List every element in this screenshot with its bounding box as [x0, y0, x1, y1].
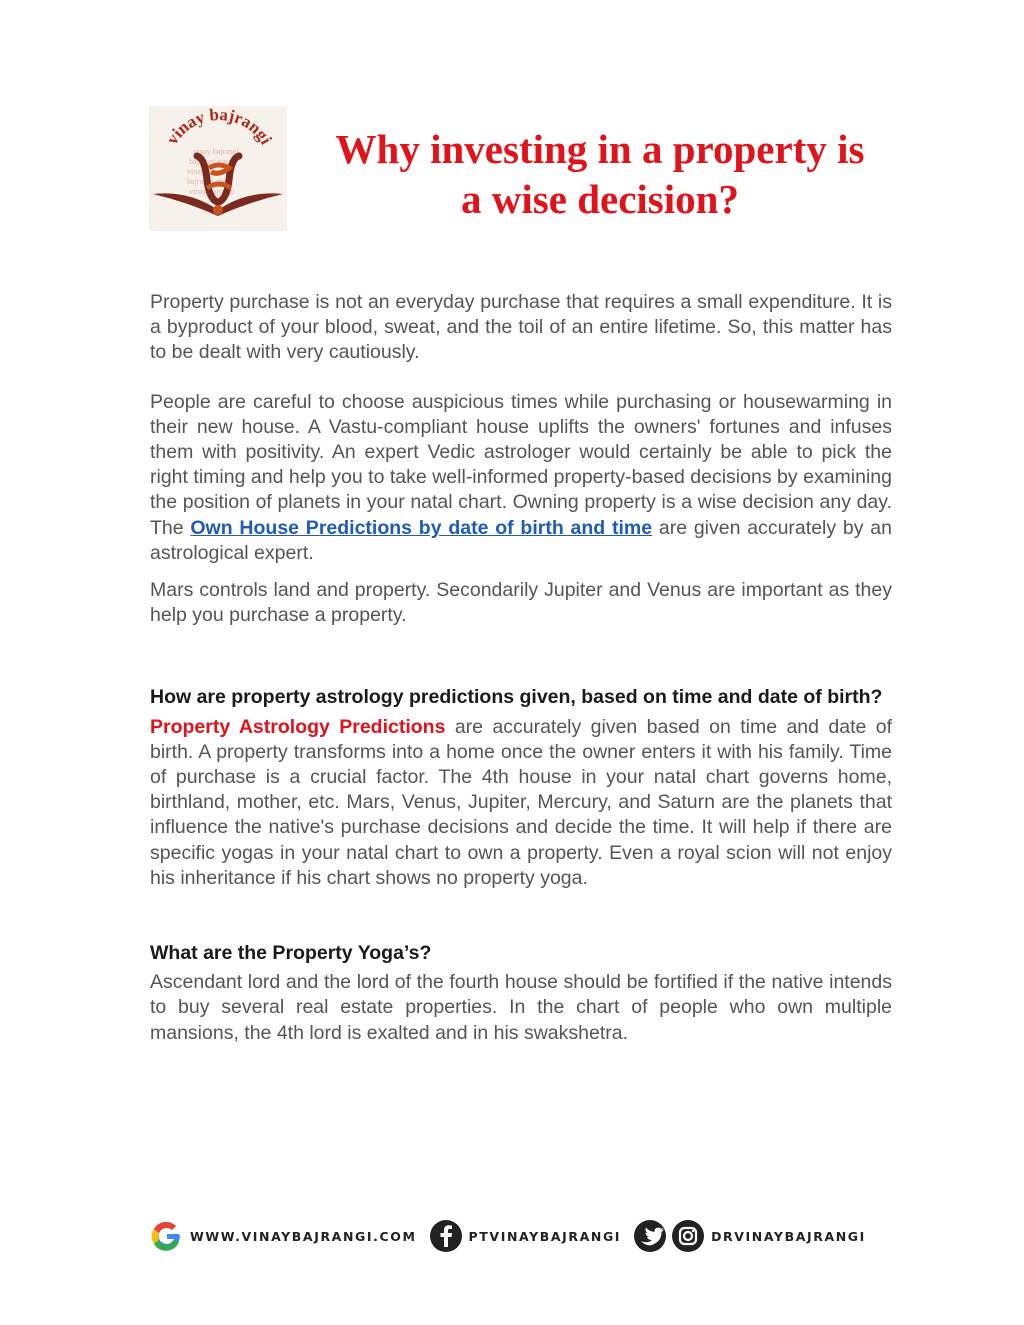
title-line-1: Why investing in a property is [335, 126, 865, 172]
google-icon [150, 1219, 184, 1253]
logo-graphic [149, 106, 287, 231]
paragraph-planets: Mars controls land and property. Secondarily Jupiter and Venus are important as they help you purchase a property. [150, 579, 892, 627]
footer-social[interactable] [633, 1219, 866, 1253]
svg-text:vinay bajrangi: vinay bajrangi [187, 167, 233, 176]
paragraph-predictions [150, 715, 892, 891]
svg-text:bajrangi vinay: bajrangi vinay [189, 157, 235, 166]
brand-logo [149, 106, 287, 231]
paragraph-timing-tail: are given accurately by an astrological expert. [150, 516, 892, 564]
instagram-icon [671, 1219, 705, 1253]
paragraph-timing [150, 390, 892, 566]
logo-arc-text: vinay bajrangi [162, 106, 276, 148]
twitter-icon [633, 1219, 667, 1253]
svg-text:bajrangi vinay: bajrangi vinay [187, 177, 233, 186]
footer-website[interactable] [150, 1219, 417, 1253]
article-body [150, 290, 892, 1046]
section-heading-yogas: What are the Property Yoga’s? [150, 942, 432, 965]
footer-contact-bar [150, 1219, 870, 1253]
own-house-predictions-link[interactable]: Own House Predictions by date of birth and time [190, 516, 653, 539]
facebook-icon [429, 1219, 463, 1253]
page-title [300, 124, 900, 224]
property-astrology-predictions-link[interactable]: Property Astrology Predictions [150, 715, 446, 738]
paragraph-yogas: Ascendant lord and the lord of the fourth house should be fortified if the native intends to buy several real estate properties. In the chart of people who own multiple mansions, the 4th lord is exalted and in his swakshetra. [150, 971, 892, 1044]
svg-text:vinay bajrangi: vinay bajrangi [189, 187, 235, 196]
paragraph-predictions-text: are accurately given based on time and date of birth. A property transforms into a home once the owner enters it with his family. Time of purchase is a crucial factor. The 4th house in your natal chart governs home, birthland, mother, etc. Mars, Venus, Jupiter, Mercury, and Saturn are the planets that influence the native's purchase decisions and decide the time. It will help if there are specific yogas in your natal chart to own a property. Even a royal scion will not enjoy his inheritance if his chart shows no property yoga. [150, 715, 892, 889]
footer-social-text: DRVINAYBAJRANGI [711, 1228, 866, 1244]
svg-text:vinay bajrangi: vinay bajrangi [193, 147, 239, 156]
footer-facebook-text: PTVINAYBAJRANGI [468, 1228, 622, 1244]
footer-website-text: WWW.VINAYBAJRANGI.COM [190, 1228, 417, 1244]
footer-facebook[interactable] [429, 1219, 622, 1253]
paragraph-timing-text: People are careful to choose auspicious times while purchasing or housewarming in their new house. A Vastu-compliant house uplifts the owners' fortunes and infuses them with positivity. An expert Vedic astrologer would certainly be able to pick the right timing and help you to take well-informed property-based decisions by examining the position of planets in your natal chart. Owning property is a wise decision any day. The [150, 390, 892, 539]
title-line-2: a wise decision? [461, 176, 739, 222]
paragraph-intro: Property purchase is not an everyday purchase that requires a small expenditure. It is a byproduct of your blood, sweat, and the toil of an entire lifetime. So, this matter has to be dealt with very cautiously. [150, 291, 892, 364]
section-heading-predictions: How are property astrology predictions given, based on time and date of birth? [150, 686, 883, 709]
